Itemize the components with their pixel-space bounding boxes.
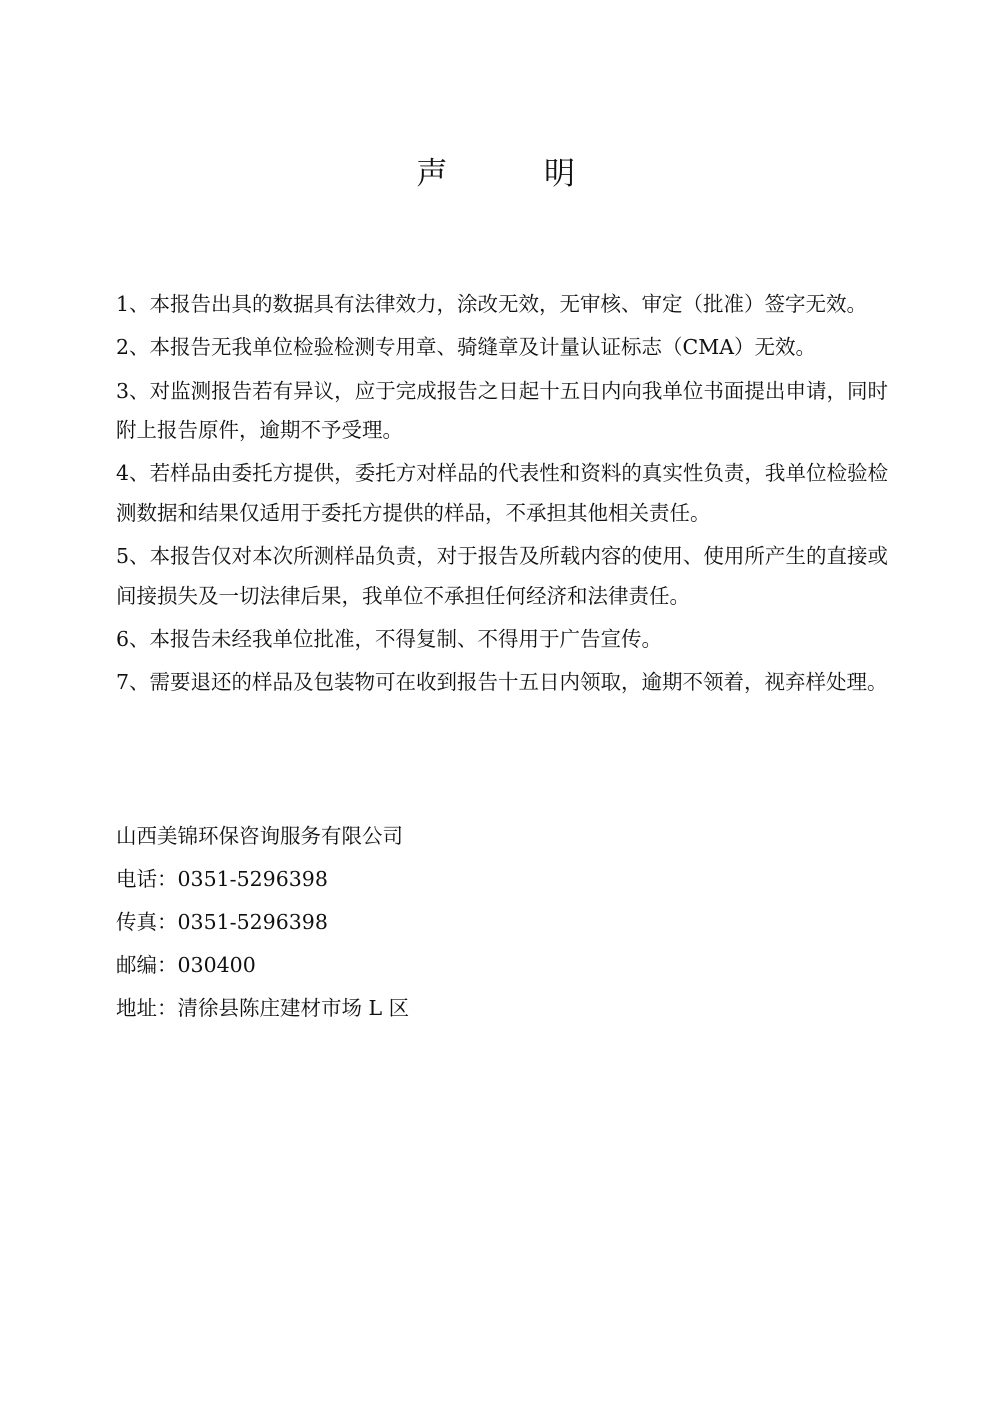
company-name: 山西美锦环保咨询服务有限公司	[116, 823, 403, 848]
clause-item: 2、本报告无我单位检验检测专用章、骑缝章及计量认证标志（CMA）无效。	[116, 335, 817, 360]
postcode-line: 邮编：030400	[116, 952, 256, 977]
page-title-right: 明	[544, 156, 576, 192]
fax-line: 传真：0351-5296398	[116, 909, 328, 934]
clause-item: 3、对监测报告若有异议，应于完成报告之日起十五日内向我单位书面提出申请，同时附上报告原件，逾期不予受理。	[116, 378, 888, 443]
clause-item: 6、本报告未经我单位批准，不得复制、不得用于广告宣传。	[116, 626, 663, 651]
page-title-left: 声	[416, 156, 448, 192]
clause-item: 7、需要退还的样品及包装物可在收到报告十五日内领取，逾期不领着，视弃样处理。	[116, 670, 888, 695]
clause-item: 4、若样品由委托方提供，委托方对样品的代表性和资料的真实性负责，我单位检验检测数据和结果仅适用于委托方提供的样品，不承担其他相关责任。	[116, 461, 888, 525]
declaration-clause-list	[0, 285, 992, 703]
clause-item: 1、本报告出具的数据具有法律效力，涂改无效，无审核、审定（批准）签字无效。	[116, 292, 868, 316]
contact-block	[0, 815, 992, 1030]
address-line: 地址：清徐县陈庄建材市场 L 区	[116, 995, 410, 1020]
page-title	[0, 148, 992, 193]
phone-line: 电话：0351-5296398	[116, 866, 328, 891]
clause-item: 5、本报告仅对本次所测样品负责，对于报告及所载内容的使用、使用所产生的直接或间接损失及一切法律后果，我单位不承担任何经济和法律责任。	[116, 544, 888, 608]
